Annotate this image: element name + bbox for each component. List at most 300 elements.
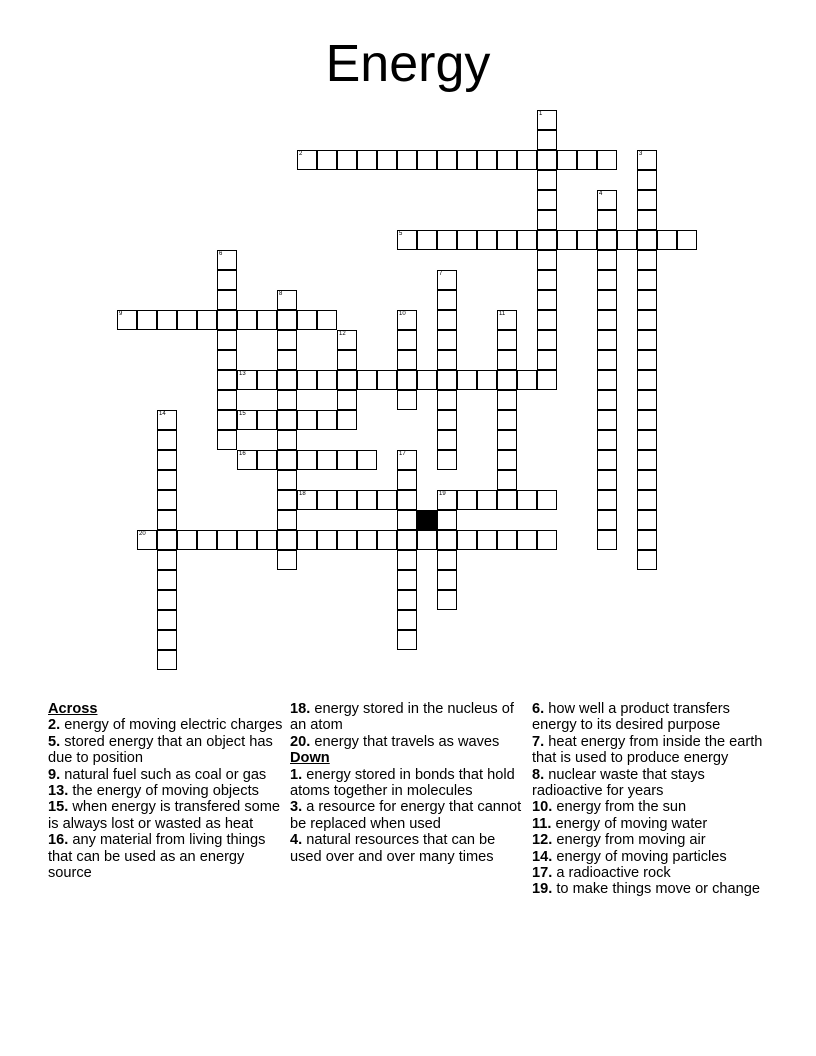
grid-cell[interactable] [377, 150, 397, 170]
grid-cell[interactable] [137, 310, 157, 330]
grid-cell[interactable] [597, 410, 617, 430]
grid-cell[interactable] [217, 250, 237, 270]
grid-cell[interactable] [337, 530, 357, 550]
clue-number: 10. [532, 799, 553, 816]
grid-cell[interactable] [477, 530, 497, 550]
grid-cell[interactable] [317, 310, 337, 330]
grid-cell[interactable] [257, 370, 277, 390]
grid-cell[interactable] [157, 610, 177, 630]
grid-cell[interactable] [597, 190, 617, 210]
grid-cell[interactable] [597, 510, 617, 530]
clue-number: 12. [532, 832, 553, 849]
clue-text: when energy is transfered some is always lost or wasted as heat [48, 799, 281, 832]
grid-cell[interactable] [157, 490, 177, 510]
grid-cell[interactable] [237, 410, 257, 430]
grid-cell[interactable] [657, 230, 677, 250]
clue-across-9 [48, 767, 288, 783]
clue-text: natural fuel such as coal or gas [64, 766, 267, 783]
grid-cell[interactable] [357, 450, 377, 470]
cell-number: 3 [639, 151, 643, 157]
across-heading: Across [48, 701, 98, 717]
cell-number: 8 [279, 291, 283, 297]
grid-cell[interactable] [417, 530, 437, 550]
grid-cell[interactable] [437, 410, 457, 430]
grid-cell[interactable] [557, 150, 577, 170]
clue-across-2 [48, 717, 288, 733]
grid-cell[interactable] [157, 430, 177, 450]
grid-cell[interactable] [497, 490, 517, 510]
cell-number: 6 [219, 251, 223, 257]
grid-cell[interactable] [177, 530, 197, 550]
grid-cell[interactable] [277, 410, 297, 430]
grid-cell[interactable] [477, 150, 497, 170]
grid-cell[interactable] [157, 310, 177, 330]
grid-cell[interactable] [297, 450, 317, 470]
clue-down-19 [532, 881, 776, 897]
clue-text: energy stored in bonds that hold atoms together in molecules [290, 766, 515, 800]
clue-column-1 [48, 701, 288, 881]
grid-cell[interactable] [297, 310, 317, 330]
grid-cell[interactable] [377, 370, 397, 390]
grid-cell[interactable] [437, 390, 457, 410]
grid-cell[interactable] [437, 510, 457, 530]
grid-cell[interactable] [517, 530, 537, 550]
grid-cell[interactable] [157, 510, 177, 530]
grid-cell[interactable] [517, 230, 537, 250]
grid-cell[interactable] [417, 370, 437, 390]
grid-cell[interactable] [297, 530, 317, 550]
grid-cell[interactable] [637, 530, 657, 550]
clue-text: energy of moving electric charges [64, 717, 283, 734]
grid-cell[interactable] [337, 350, 357, 370]
grid-cell[interactable] [217, 530, 237, 550]
grid-cell[interactable] [437, 330, 457, 350]
clue-number: 1. [290, 766, 303, 783]
grid-cell[interactable] [637, 290, 657, 310]
grid-cell[interactable] [617, 230, 637, 250]
grid-cell[interactable] [277, 550, 297, 570]
cell-number: 1 [539, 111, 543, 117]
black-cell [417, 510, 437, 530]
clue-number: 6. [532, 701, 545, 717]
grid-cell[interactable] [157, 450, 177, 470]
grid-cell[interactable] [117, 310, 137, 330]
grid-cell[interactable] [437, 490, 457, 510]
clue-text: energy of moving particles [556, 848, 727, 865]
grid-cell[interactable] [597, 310, 617, 330]
clue-across-16 [48, 832, 288, 881]
grid-cell[interactable] [517, 490, 537, 510]
grid-cell[interactable] [337, 450, 357, 470]
grid-cell[interactable] [517, 370, 537, 390]
clue-number: 7. [532, 733, 545, 750]
clue-text: energy that travels as waves [314, 733, 500, 750]
clue-down-1 [290, 767, 522, 800]
grid-cell[interactable] [237, 530, 257, 550]
grid-cell[interactable] [397, 550, 417, 570]
cell-number: 17 [399, 451, 406, 457]
grid-cell[interactable] [277, 530, 297, 550]
grid-cell[interactable] [197, 530, 217, 550]
grid-cell[interactable] [457, 530, 477, 550]
grid-cell[interactable] [177, 310, 197, 330]
cell-number: 9 [119, 311, 123, 317]
down-heading: Down [290, 750, 330, 767]
grid-cell[interactable] [637, 410, 657, 430]
cell-number: 11 [499, 311, 506, 317]
grid-cell[interactable] [157, 550, 177, 570]
grid-cell[interactable] [637, 510, 657, 530]
clue-number: 17. [532, 865, 553, 882]
grid-cell[interactable] [497, 430, 517, 450]
clue-text: how well a product transfers energy to its desired purpose [532, 701, 730, 734]
grid-cell[interactable] [497, 390, 517, 410]
grid-cell[interactable] [537, 230, 557, 250]
grid-cell[interactable] [497, 530, 517, 550]
grid-cell[interactable] [257, 450, 277, 470]
grid-cell[interactable] [537, 310, 557, 330]
grid-cell[interactable] [437, 150, 457, 170]
grid-cell[interactable] [637, 490, 657, 510]
clue-down-4 [290, 832, 522, 865]
grid-cell[interactable] [157, 410, 177, 430]
grid-cell[interactable] [357, 490, 377, 510]
grid-cell[interactable] [397, 510, 417, 530]
grid-cell[interactable] [597, 350, 617, 370]
grid-cell[interactable] [597, 470, 617, 490]
grid-cell[interactable] [297, 370, 317, 390]
grid-cell[interactable] [217, 430, 237, 450]
grid-cell[interactable] [397, 310, 417, 330]
grid-cell[interactable] [337, 490, 357, 510]
cell-number: 5 [399, 231, 403, 237]
grid-cell[interactable] [637, 310, 657, 330]
clue-text: nuclear waste that stays radioactive for years [532, 766, 705, 800]
grid-cell[interactable] [397, 350, 417, 370]
grid-cell[interactable] [217, 370, 237, 390]
grid-cell[interactable] [497, 370, 517, 390]
grid-cell[interactable] [497, 350, 517, 370]
grid-cell[interactable] [497, 450, 517, 470]
grid-cell[interactable] [457, 230, 477, 250]
grid-cell[interactable] [317, 410, 337, 430]
grid-cell[interactable] [217, 390, 237, 410]
grid-cell[interactable] [377, 490, 397, 510]
clue-across-20 [290, 734, 522, 750]
grid-cell[interactable] [277, 430, 297, 450]
grid-cell[interactable] [317, 150, 337, 170]
grid-cell[interactable] [437, 350, 457, 370]
grid-cell[interactable] [297, 490, 317, 510]
grid-cell[interactable] [537, 290, 557, 310]
grid-cell[interactable] [637, 270, 657, 290]
grid-cell[interactable] [537, 150, 557, 170]
grid-cell[interactable] [437, 270, 457, 290]
grid-cell[interactable] [597, 270, 617, 290]
grid-cell[interactable] [637, 450, 657, 470]
grid-cell[interactable] [157, 570, 177, 590]
grid-cell[interactable] [397, 450, 417, 470]
grid-cell[interactable] [637, 210, 657, 230]
grid-cell[interactable] [437, 570, 457, 590]
grid-cell[interactable] [457, 370, 477, 390]
grid-cell[interactable] [337, 330, 357, 350]
clue-text: a radioactive rock [556, 865, 671, 882]
grid-cell[interactable] [537, 250, 557, 270]
grid-cell[interactable] [637, 390, 657, 410]
clue-number: 9. [48, 766, 61, 783]
clue-number: 18. [290, 701, 311, 717]
clue-number: 19. [532, 881, 553, 898]
grid-cell[interactable] [577, 230, 597, 250]
clue-text: to make things move or change [556, 881, 760, 898]
grid-cell[interactable] [217, 290, 237, 310]
grid-cell[interactable] [277, 510, 297, 530]
clue-down-12 [532, 832, 776, 848]
grid-cell[interactable] [197, 310, 217, 330]
grid-cell[interactable] [637, 470, 657, 490]
clue-number: 5. [48, 733, 61, 750]
grid-cell[interactable] [217, 310, 237, 330]
grid-cell[interactable] [277, 310, 297, 330]
grid-cell[interactable] [457, 150, 477, 170]
grid-cell[interactable] [517, 150, 537, 170]
grid-cell[interactable] [497, 330, 517, 350]
grid-cell[interactable] [537, 490, 557, 510]
grid-cell[interactable] [397, 370, 417, 390]
clue-column-3 [532, 701, 776, 898]
grid-cell[interactable] [477, 230, 497, 250]
cell-number: 2 [299, 151, 303, 157]
grid-cell[interactable] [237, 370, 257, 390]
cell-number: 4 [599, 191, 603, 197]
grid-cell[interactable] [537, 170, 557, 190]
clue-across-18 [290, 701, 522, 734]
grid-cell[interactable] [277, 490, 297, 510]
grid-cell[interactable] [437, 310, 457, 330]
clue-down-14 [532, 849, 776, 865]
clue-text: energy of moving water [555, 815, 708, 832]
grid-cell[interactable] [157, 470, 177, 490]
grid-cell[interactable] [437, 370, 457, 390]
clue-down-10 [532, 799, 776, 815]
grid-cell[interactable] [357, 530, 377, 550]
grid-cell[interactable] [437, 230, 457, 250]
grid-cell[interactable] [237, 450, 257, 470]
grid-cell[interactable] [257, 310, 277, 330]
grid-cell[interactable] [337, 150, 357, 170]
grid-cell[interactable] [277, 330, 297, 350]
clue-text: energy from moving air [556, 832, 706, 849]
grid-cell[interactable] [637, 330, 657, 350]
grid-cell[interactable] [437, 530, 457, 550]
grid-cell[interactable] [437, 550, 457, 570]
grid-cell[interactable] [537, 530, 557, 550]
grid-cell[interactable] [637, 350, 657, 370]
grid-cell[interactable] [357, 150, 377, 170]
grid-cell[interactable] [597, 530, 617, 550]
grid-cell[interactable] [537, 270, 557, 290]
grid-cell[interactable] [537, 370, 557, 390]
grid-cell[interactable] [637, 250, 657, 270]
grid-cell[interactable] [597, 290, 617, 310]
grid-cell[interactable] [397, 390, 417, 410]
grid-cell[interactable] [597, 430, 617, 450]
grid-cell[interactable] [557, 230, 577, 250]
grid-cell[interactable] [577, 150, 597, 170]
clue-number: 3. [290, 799, 303, 816]
grid-cell[interactable] [397, 590, 417, 610]
cell-number: 18 [299, 491, 306, 497]
grid-cell[interactable] [217, 350, 237, 370]
cell-number: 14 [159, 411, 166, 417]
grid-cell[interactable] [277, 370, 297, 390]
cell-number: 13 [239, 371, 246, 377]
grid-cell[interactable] [317, 450, 337, 470]
clue-across-15 [48, 799, 288, 832]
grid-cell[interactable] [597, 250, 617, 270]
grid-cell[interactable] [497, 310, 517, 330]
cell-number: 12 [339, 331, 346, 337]
grid-cell[interactable] [397, 630, 417, 650]
grid-cell[interactable] [217, 410, 237, 430]
grid-cell[interactable] [497, 410, 517, 430]
grid-cell[interactable] [537, 130, 557, 150]
grid-cell[interactable] [457, 490, 477, 510]
grid-cell[interactable] [297, 150, 317, 170]
grid-cell[interactable] [537, 330, 557, 350]
clue-number: 8. [532, 766, 545, 783]
grid-cell[interactable] [637, 150, 657, 170]
grid-cell[interactable] [597, 450, 617, 470]
grid-cell[interactable] [377, 530, 397, 550]
clue-text: natural resources that can be used over and over many times [290, 832, 496, 865]
clue-across-5 [48, 734, 288, 767]
grid-cell[interactable] [157, 590, 177, 610]
cell-number: 10 [399, 311, 406, 317]
grid-cell[interactable] [317, 490, 337, 510]
grid-cell[interactable] [397, 330, 417, 350]
grid-cell[interactable] [437, 290, 457, 310]
grid-cell[interactable] [257, 410, 277, 430]
clue-number: 20. [290, 733, 311, 750]
grid-cell[interactable] [137, 530, 157, 550]
grid-cell[interactable] [417, 230, 437, 250]
grid-cell[interactable] [397, 470, 417, 490]
grid-cell[interactable] [277, 290, 297, 310]
grid-cell[interactable] [357, 370, 377, 390]
grid-cell[interactable] [437, 430, 457, 450]
grid-cell[interactable] [317, 530, 337, 550]
grid-cell[interactable] [397, 610, 417, 630]
grid-cell[interactable] [477, 370, 497, 390]
clue-number: 13. [48, 783, 69, 800]
grid-cell[interactable] [397, 150, 417, 170]
grid-cell[interactable] [217, 330, 237, 350]
grid-cell[interactable] [537, 210, 557, 230]
grid-cell[interactable] [157, 530, 177, 550]
grid-cell[interactable] [297, 410, 317, 430]
grid-cell[interactable] [237, 310, 257, 330]
grid-cell[interactable] [217, 270, 237, 290]
grid-cell[interactable] [597, 230, 617, 250]
grid-cell[interactable] [337, 370, 357, 390]
grid-cell[interactable] [337, 390, 357, 410]
clue-down-6 [532, 701, 776, 734]
clue-text: energy from the sun [556, 799, 687, 816]
grid-cell[interactable] [397, 530, 417, 550]
clue-number: 14. [532, 848, 553, 865]
grid-cell[interactable] [277, 450, 297, 470]
grid-cell[interactable] [277, 390, 297, 410]
grid-cell[interactable] [417, 150, 437, 170]
cell-number: 16 [239, 451, 246, 457]
clue-text: stored energy that an object has due to position [48, 733, 273, 767]
grid-cell[interactable] [597, 210, 617, 230]
grid-cell[interactable] [257, 530, 277, 550]
cell-number: 15 [239, 411, 246, 417]
grid-cell[interactable] [597, 150, 617, 170]
grid-cell[interactable] [537, 190, 557, 210]
grid-cell[interactable] [277, 350, 297, 370]
clue-number: 11. [532, 815, 552, 832]
puzzle-title: Energy [325, 35, 491, 93]
grid-cell[interactable] [637, 190, 657, 210]
grid-cell[interactable] [537, 110, 557, 130]
clue-number: 4. [290, 832, 303, 849]
grid-cell[interactable] [497, 470, 517, 490]
grid-cell[interactable] [597, 370, 617, 390]
grid-cell[interactable] [597, 330, 617, 350]
clue-down-3 [290, 799, 522, 832]
clue-text: the energy of moving objects [72, 783, 259, 800]
grid-cell[interactable] [437, 450, 457, 470]
grid-cell[interactable] [317, 370, 337, 390]
grid-cell[interactable] [637, 170, 657, 190]
clue-number: 16. [48, 832, 69, 849]
clue-across-13 [48, 783, 288, 799]
grid-cell[interactable] [597, 490, 617, 510]
grid-cell[interactable] [637, 230, 657, 250]
grid-cell[interactable] [277, 470, 297, 490]
clue-number: 2. [48, 717, 61, 734]
grid-cell[interactable] [477, 490, 497, 510]
grid-cell[interactable] [157, 630, 177, 650]
grid-cell[interactable] [397, 570, 417, 590]
grid-cell[interactable] [637, 550, 657, 570]
grid-cell[interactable] [397, 230, 417, 250]
grid-cell[interactable] [157, 650, 177, 670]
clue-column-2 [290, 701, 522, 865]
clue-text: any material from living things that can be used as an energy source [48, 832, 266, 882]
grid-cell[interactable] [497, 230, 517, 250]
grid-cell[interactable] [677, 230, 697, 250]
grid-cell[interactable] [337, 410, 357, 430]
clue-number: 15. [48, 799, 69, 816]
clue-text: heat energy from inside the earth that is used to produce energy [532, 733, 763, 767]
grid-cell[interactable] [497, 150, 517, 170]
clue-down-17 [532, 865, 776, 881]
grid-cell[interactable] [437, 590, 457, 610]
clue-text: energy stored in the nucleus of an atom [290, 701, 514, 734]
grid-cell[interactable] [597, 390, 617, 410]
grid-cell[interactable] [637, 370, 657, 390]
cell-number: 19 [439, 491, 446, 497]
cell-number: 7 [439, 271, 443, 277]
grid-cell[interactable] [537, 350, 557, 370]
grid-cell[interactable] [397, 490, 417, 510]
grid-cell[interactable] [637, 430, 657, 450]
